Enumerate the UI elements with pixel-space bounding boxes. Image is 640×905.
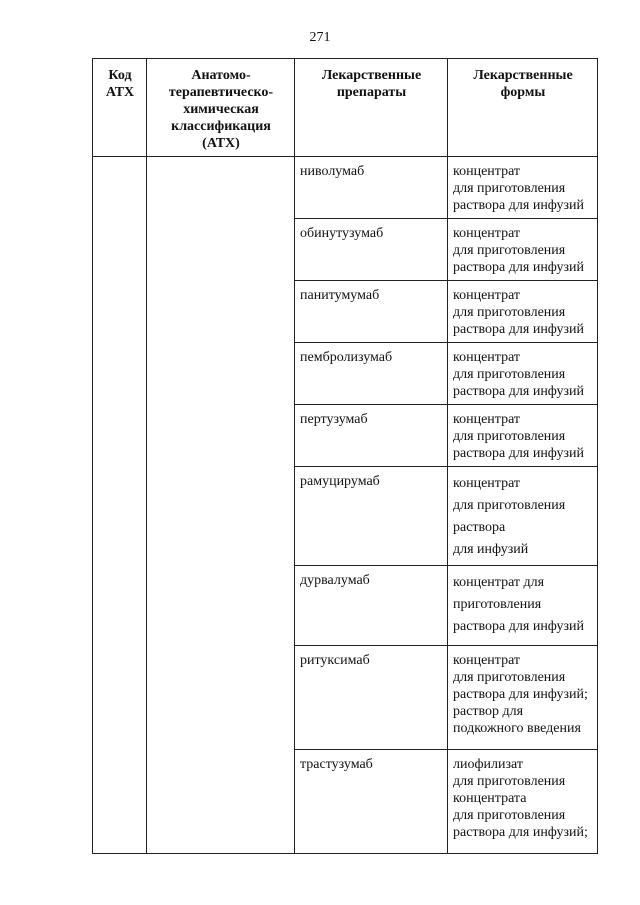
page-number: 271	[309, 30, 331, 45]
dosage-form: концентрат для приготовления раствора для инфузий	[448, 157, 598, 219]
table-header-row	[93, 59, 598, 157]
drug-name: пертузумаб	[295, 405, 448, 467]
drug-name: дурвалумаб	[295, 566, 448, 646]
dosage-form: концентрат для приготовления раствора для инфузий; раствор для подкожного введения	[448, 646, 598, 750]
dosage-form: концентрат для приготовления раствора для инфузий	[448, 343, 598, 405]
drug-name: трастузумаб	[295, 750, 448, 854]
header-atc-code: Код АТХ	[93, 59, 147, 157]
drug-name: рамуцирумаб	[295, 467, 448, 566]
dosage-form: концентрат для приготовления раствора для инфузий	[448, 467, 598, 566]
dosage-form: концентрат для приготовления раствора для инфузий	[448, 405, 598, 467]
header-atc-classification: Анатомо- терапевтическо- химическая классификация (АТХ)	[147, 59, 295, 157]
dosage-form: концентрат для приготовления раствора для инфузий	[448, 219, 598, 281]
drug-name: ниволумаб	[295, 157, 448, 219]
drug-name: обинутузумаб	[295, 219, 448, 281]
atc-classification-cell	[147, 157, 295, 854]
drug-table	[92, 58, 598, 854]
atc-code-cell	[93, 157, 147, 854]
drug-name: ритуксимаб	[295, 646, 448, 750]
dosage-form: концентрат для приготовления раствора для инфузий	[448, 566, 598, 646]
drug-name: панитумумаб	[295, 281, 448, 343]
table-row	[93, 157, 598, 219]
drug-name: пембролизумаб	[295, 343, 448, 405]
dosage-form: концентрат для приготовления раствора для инфузий	[448, 281, 598, 343]
header-dosage-forms: Лекарственные формы	[448, 59, 598, 157]
dosage-form: лиофилизат для приготовления концентрата для приготовления раствора для инфузий;	[448, 750, 598, 854]
header-drugs: Лекарственные препараты	[295, 59, 448, 157]
